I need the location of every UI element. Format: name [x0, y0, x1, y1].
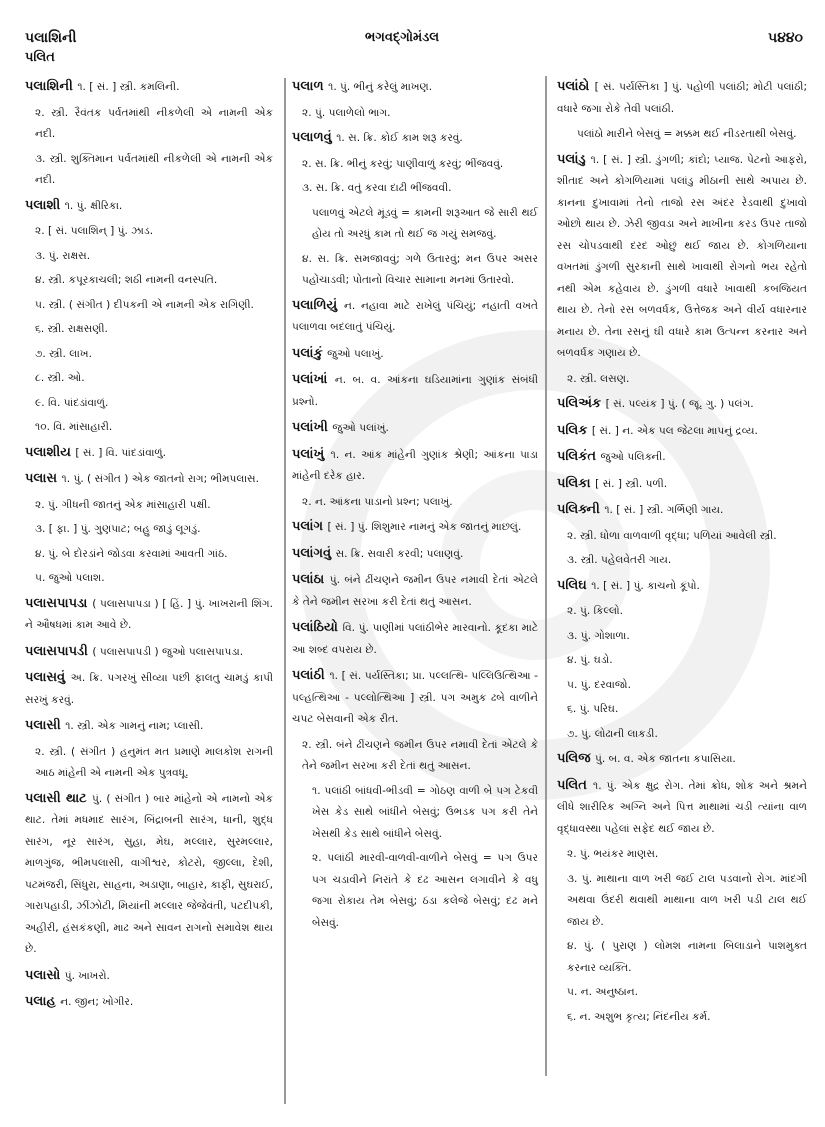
headword: પલાસપાપડા [25, 595, 93, 611]
headword: પલાળિયું [292, 297, 345, 313]
left-guideword: પલાશિની [25, 30, 77, 46]
page-header [0, 30, 825, 65]
dictionary-entry [25, 468, 273, 491]
headword: પલિત [557, 777, 593, 793]
dictionary-entry [557, 499, 807, 522]
sense: ૭. પું. લોઢાની લાકડી. [567, 727, 658, 740]
definition: ન. જીન; ખોગીર. [60, 996, 134, 1008]
sense: ૫. સ્ત્રી. ( સંગીત ) દીપકની એ નામની એક રાગિણી. [35, 298, 254, 311]
headword: પલાસી થાટ [25, 790, 92, 806]
definition: ન. નહાવા માટે રાખેલું પંચિયું; નહાતી વખતે પલાળવા બદલાતું પંચિયું. [292, 299, 538, 333]
left-subword: પલિત [25, 50, 55, 65]
dictionary-entry [292, 343, 538, 366]
headword: પલાંઠો [557, 79, 595, 94]
headword: પલિકંત [557, 449, 601, 464]
sense: ૩. પું. ગોશાળા. [567, 629, 630, 642]
definition: ૧. પું. ભીનું કરેલું માખણ. [328, 81, 433, 93]
definition: પું. બંને ઢીંચણને જમીન ઉપર નમાવી દેતાં એટલે કે તેને જમીન સરખા કરી દેતાં થતું આસન. [292, 574, 538, 608]
definition: ૧. [ સં. ] સ્ત્રી. ડુંગળી; કાંદો; પ્યાજ. પેટનો આફરો, શીતાદ અને કોગળિયામાં પલાંડુ મીઠાની સાથે અપાય છે. કાનના દુખાવામાં તેનો તાજો રસ અંદર રેડવાથી દુખાવો ઓછો થાય છે. ઝેરી જીવડા અને માખીના કરડ ઉપર તાજો રસ ચોપડવાથી દરદ ઓછું થઈ જાય છે. કોગળિયાના વખતમાં ડુંગળી સુરકાની સાથે ખાવાથી રોગનો ભય રહેતો નથી એમ કહેવાય છે. ડુંગળી વધારે ખાવાથી કબજિયત થાય છે. તેનો રસ બળવર્ધક, ઉત્તેજક અને વીર્ય વધારનાર મનાય છે. તેના રસનું ઘી વધારે કામ ઉત્પન્ન કરનાર અને બળવર્ધક ગણાય છે. [557, 153, 807, 359]
dictionary-entry [292, 543, 538, 566]
dictionary-entry [25, 593, 273, 637]
headword: પલાંઠી [292, 668, 330, 683]
headword: પલાંડુ [557, 151, 591, 167]
sense: ૨. સ્ત્રી. રૈવંતક પર્વતમાંથી નીકળેલી એ નામની એક નદી. [35, 106, 273, 140]
definition: ૧. [ સં. ] સ્ત્રી. કમલિની. [77, 81, 180, 93]
headword: પલાંઠિયો [292, 620, 343, 635]
dictionary-entry [292, 516, 538, 539]
dictionary-entry [25, 442, 273, 465]
headword: પલાંખી [292, 420, 333, 435]
headword: પલાશી [25, 197, 65, 213]
headword: પલાહ [25, 994, 61, 1009]
definition: ૧. સ્ત્રી. એક ગામનું નામ; પ્લાસી. [65, 720, 204, 732]
column-divider [284, 78, 286, 1104]
sense: ૬. સ્ત્રી. રાક્ષસણી. [35, 323, 108, 335]
definition: જુઓ પલાખું. [327, 347, 384, 360]
headword: પલિક [557, 422, 592, 438]
sense: ૩. સ. ક્રિ. વતું કરવા દાઢી ભીંજવવી. [302, 182, 452, 194]
definition: વિ. પું. પાણીમાં પલાંઠીભેર મારવાનો. કૂદકા માટે આ શબ્દ વપરાય છે. [292, 622, 538, 656]
dictionary-entry [557, 575, 807, 598]
sense: ૨. ન. આંકના પાડાનો પ્રશ્ન; પલાખું. [302, 495, 453, 508]
column-divider [545, 76, 547, 1076]
dictionary-entry [292, 369, 538, 413]
definition: ૧. પું. એક ક્ષુદ્ર રોગ. તેમાં ક્રોધ, શોક અને શ્રમને લીધે શારીરિક અગ્નિ અને પિત્ત માથામાં ચડી ત્યાંના વાળ વૃદ્ધાવસ્થા પહેલાં સફેદ થઈ જાય છે. [557, 779, 807, 835]
dictionary-entry [25, 715, 273, 738]
headword: પલિઘ [557, 577, 592, 593]
dictionary-entry [292, 417, 538, 440]
sense: ૬. પું. પરિઘ. [567, 703, 619, 715]
sense: ૨. સ્ત્રી. ( સંગીત ) હનુમંત મત પ્રમાણે માલકોશ રાગની આઠ માંહેની એ નામની એક પુત્રવધૂ. [35, 745, 273, 779]
headword: પલાંગ [292, 519, 328, 534]
sense: ૮. સ્ત્રી. ઓ. [35, 372, 85, 384]
definition: ૧. [ સં. ] પું. કાચનો કૂંપો. [591, 579, 700, 592]
headword: પલાંખું [292, 446, 331, 462]
headword: પલાંકું [292, 345, 328, 361]
headword: પલિજ [557, 751, 596, 766]
headword: પલાશિની [25, 79, 78, 94]
dictionary-entry [557, 446, 807, 469]
dictionary-entry [292, 127, 538, 150]
headword: પલાસો [25, 967, 65, 983]
definition: ૧. [ સં. ] સ્ત્રી. ગર્ભિણી ગાય. [604, 504, 724, 516]
definition: પું. બ. વ. એક જાતના કપાસિયા. [595, 753, 736, 765]
sense: ૩. [ ફા. ] પું. ગુણપાટ; બહુ જાડું લૂગડું. [35, 523, 201, 535]
definition: ૧. સ. ક્રિ. કોઈ કામ શરૂ કરવું. [336, 132, 463, 144]
sense: ૨. સ્ત્રી. ધોળા વાળવાળી વૃદ્ધા; પળિયાં આવેલી સ્ત્રી. [567, 529, 777, 542]
idiom-note: ૧. પલાંઠી બાંધવી-ભીડવી = ગોઠણ વાળી બે પગ ટેકવી ખેસ કેડ સાથે બાંધીને બેસવું; ઉભડક પગ કરી તેને ખેસથી કેડ સાથે બાંધીને બેસવું. [312, 784, 538, 840]
sense: ૩. પું. રાક્ષસ. [35, 249, 91, 262]
sense: ૪. પું. ( પુરાણ ) લોમશ નામના બિલાડાને પાશમુક્ત કરનાર વ્યક્તિ. [567, 940, 807, 974]
dictionary-entry [292, 665, 538, 731]
dictionary-entry [557, 149, 807, 365]
headword: પલિકા [557, 475, 596, 491]
headword: પલિઅંક [557, 396, 606, 411]
definition: પું. ખાખરો. [64, 969, 110, 982]
headword: પલાળવું [292, 130, 337, 145]
sense: ૨. [ સં. પલાશિન્ ] પું. ઝાડ. [35, 225, 154, 237]
definition: ( પલાસપાપડા ) [ હિં. ] પું. ખાખરાની શિંગ. ને ઔષધમાં કામ આવે છે. [25, 597, 274, 631]
sense: ૪. પું. ઘડો. [567, 654, 613, 666]
headword: પલાંગવું [292, 545, 336, 561]
sense: ૫. જુઓ પલાશ. [35, 572, 105, 584]
sense: ૨. પું. ગીધની જાતનું એક માંસાહારી પક્ષી. [35, 498, 211, 511]
column-2 [292, 76, 538, 937]
dictionary-entry [292, 295, 538, 339]
dictionary-entry [25, 195, 273, 218]
idiom-note: ૨. પલાંઠી મારવી-વાળવી-વાળીને બેસવું = પગ ઉપર પગ ચડાવીને નિરાંતે કે દઢ આસન લગાવીને કે વધુ જગા રોકાય તેમ બેસવું; ઠંડા કલેજે બેસવું; દઢ મને બેસવું. [312, 852, 538, 929]
definition: જુઓ પલાંખું. [332, 422, 389, 434]
headword: પલાંઠા [292, 572, 330, 587]
dictionary-entry [557, 420, 807, 443]
sense: ૩. સ્ત્રી. શુક્તિમાન પર્વતમાંથી નીકળેલી એ નામની એક નદી. [35, 152, 273, 186]
definition: પું. ( સંગીત ) બાર માંહેનો એ નામનો એક થાટ. તેમાં મધમાદ સારંગ, બિંદ્રાબની સારંગ, ધાની, શુદ્ધ સારંગ, નૂર સારંગ, સુહા, મેઘ, મલ્લાર, સુરમલ્લાર, માળગુંજ, ભીમપલાસી, વાગીશ્વર, કોટરો, જીલ્લા, દેશી, પટમંજરી, સિંધુરા, સાહના, અડાણા, બાહાર, કાફી, સુઘરાઈ, ગારાપહાડી, ઝીંઝોટી, મિયાંની મલ્લાર જેજેવંતી, પટદીપકી, અહીરી, હંસકંકણી, માઢ અને સાવન રાગનો સમાવેશ થાય છે. [25, 792, 273, 955]
sense: ૬. ન. અશુભ કૃત્ય; નિંદનીય કર્મ. [567, 1010, 711, 1023]
dictionary-entry [292, 617, 538, 661]
sense: ૪. સ. ક્રિ. સમજાવવું; ગળે ઉતારવું; મન ઉપર અસર પહોંચાડવી; પોતાનો વિચાર સામાના મનમાં ઉતારવો. [302, 252, 538, 286]
definition: ૧. પું. ( સંગીત ) એક જાતનો રાગ; ભીમપલાસ. [61, 473, 259, 485]
sense: ૩. પું. માથાના વાળ ખરી જઈ ટાલ પડવાનો રોગ. માંદગી અથવા ઉંદરી થવાથી માથાના વાળ ખરી પડી ટાલ થઈ જાય છે. [567, 872, 807, 928]
sense: ૧૦. વિ. માંસાહારી. [35, 421, 113, 433]
dictionary-entry [292, 76, 538, 99]
definition: [ સં. ] સ્ત્રી. પળી. [595, 477, 668, 490]
headword: પલાંખાં [292, 372, 335, 387]
headword: પલાશીય [25, 444, 76, 460]
definition: ( પલાસપાપડી ) જુઓ પલાસપાપડા. [92, 645, 244, 658]
dictionary-entry [25, 76, 273, 99]
page-title: ભગવદ્ગોમંડલ [365, 30, 440, 45]
sense: ૩. સ્ત્રી. પહેલવેતરી ગાય. [567, 554, 672, 566]
dictionary-entry [25, 641, 273, 664]
definition: અ. ક્રિ. પગરખું સીવ્યા પછી ફાલતુ ચામડું કાપી સરખું કરવું. [25, 672, 273, 706]
sense: ૯. વિ. પાંદડાંવાળું. [35, 396, 109, 409]
dictionary-entry [557, 393, 807, 416]
dictionary-entry [557, 775, 807, 841]
dictionary-entry [557, 748, 807, 771]
dictionary-entry [25, 991, 273, 1014]
sense: ૪. સ્ત્રી. કપૂરકાચલી; શઠી નામની વનસ્પતિ. [35, 274, 218, 286]
dictionary-entry [292, 444, 538, 488]
sense: ૫. પું. દરવાજો. [567, 678, 631, 691]
sense: ૨. સ્ત્રી. લસણ. [567, 372, 630, 385]
dictionary-entry [557, 76, 807, 120]
definition: ૧. પું. ક્ષીરિકા. [64, 199, 123, 212]
sense: ૨. પું. ભયંકર માણસ. [567, 848, 659, 860]
dictionary-entry [25, 667, 273, 711]
column-1 [25, 76, 273, 1018]
headword: પલાળ [292, 79, 329, 94]
headword: પલિક્ની [557, 502, 605, 517]
definition: [ સં. પર્યસ્તિકા ] પું. પહોળી પલાંઠી; મોટી પલાંઠી; વધારે જગા રોકે તેવી પલાંઠી. [557, 81, 808, 115]
definition: [ સં. ] વિ. પાંદડાંવાળું. [75, 446, 167, 459]
sense: ૨. પું. પલાળેલો ભાગ. [302, 106, 391, 119]
dictionary-entry [25, 788, 273, 961]
sense: ૭. સ્ત્રી. લાખ. [35, 347, 92, 360]
definition: [ સં. પલ્યંક ] પું. ( જૂ. ગુ. ) પલંગ. [605, 398, 754, 410]
dictionary-entry [292, 569, 538, 613]
definition: ૧. ન. આંક માંહેની ગુણાંક શ્રેણી; આંકના પાડા માંહેની દરેક હાર. [292, 448, 538, 482]
sense: ૨. સ્ત્રી. બંને ઢીંચણને જમીન ઉપર નમાવી દેતાં એટલે કે તેને જમીન સરખા કરી દેતાં થતું આસન. [302, 738, 538, 772]
definition: [ સં. ] ન. એક પલ જેટલા માપનું દ્રવ્ય. [591, 424, 758, 437]
definition: [ સં. ] પું. શિશુમાર નામનું એક જાતનું માછલું. [327, 521, 522, 533]
definition: ૧. [ સં. પર્યસ્તિકા; પ્રા. પલ્લત્થિ- પલ્લિઉત્થિઆ - પલ્હત્થિઆ - પલ્લોત્થિઆ ] સ્ત્રી. પગ અમુક ઢબે વાળીને ચપટ બેસવાની એક રીત. [292, 670, 538, 725]
idiom-note: પલાળવું એટલે મૂંડવું = કામની શરૂઆત જે સારી થઈ હોય તો અરધું કામ તો થઈ જ ગયું સમજવું. [312, 206, 538, 240]
headword: પલાસી [25, 718, 66, 733]
headword: પલાસ [25, 471, 62, 486]
definition: સ. ક્રિ. સવારી કરવી; પલાણવું. [335, 547, 464, 560]
column-3 [557, 76, 807, 1031]
sense: ૪. પું. બે દોરડાંને જોડવા કરવામાં આવતી ગાંઠ. [35, 547, 228, 560]
page-number: ૫૪૪૦ [768, 30, 803, 46]
sense: ૫. ન. અનુષ્ઠાન. [567, 986, 639, 998]
idiom-note: પલાંઠો મારીને બેસવું = મક્કમ થઈ નીડરતાથી બેસવું. [577, 128, 797, 140]
headword: પલાસવું [25, 670, 71, 685]
dictionary-entry [557, 473, 807, 496]
headword: પલાસપાપડી [25, 643, 93, 659]
definition: જુઓ પલિક્ની. [600, 451, 666, 463]
sense: ૨. પું. કિલ્લો. [567, 605, 623, 617]
sense: ૨. સ. ક્રિ. ભીનું કરવું; પાણીવાળું કરવું; ભીંજવવું. [302, 157, 504, 170]
definition: ન. બ. વ. આંકના ઘડિયામાંના ગુણાંક સંબંધી પ્રશ્નો. [292, 374, 538, 408]
dictionary-entry [25, 965, 273, 988]
